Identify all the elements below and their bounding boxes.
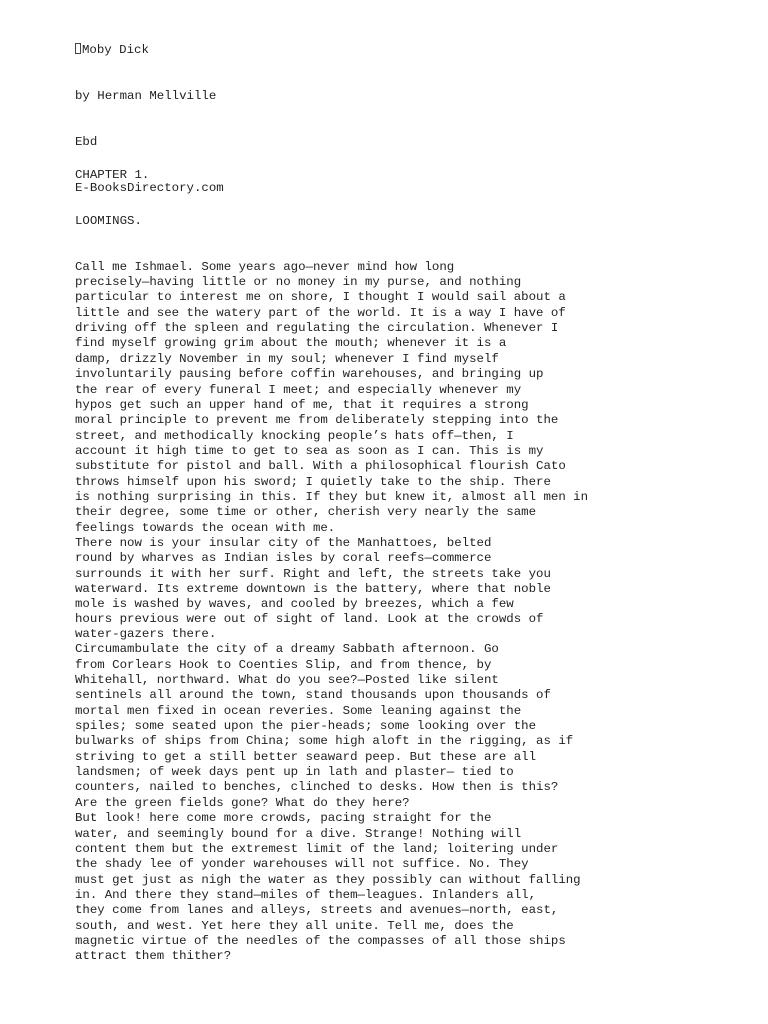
text-line: striving to get a still better seaward peep. But these are all xyxy=(75,749,537,764)
text-line: counters, nailed to benches, clinched to desks. How then is this? xyxy=(75,780,559,795)
text-line: landsmen; of week days pent up in lath and plaster— tied to xyxy=(75,765,514,780)
text-line: waterward. Its extreme downtown is the battery, where that noble xyxy=(75,581,551,596)
text-line: involuntarily pausing before coffin warehouses, and bringing up xyxy=(75,367,544,382)
text-line: Circumambulate the city of a dreamy Sabbath afternoon. Go xyxy=(75,642,499,657)
text-line: the rear of every funeral I meet; and especially whenever my xyxy=(75,382,522,397)
text-line: bulwarks of ships from China; some high aloft in the rigging, as if xyxy=(75,734,574,749)
text-line: magnetic virtue of the needles of the compasses of all those ships xyxy=(75,933,566,948)
text-line: from Corlears Hook to Coenties Slip, and from thence, by xyxy=(75,657,492,672)
text-line: Call me Ishmael. Some years ago—never mind how long xyxy=(75,259,455,274)
text-line: account it high time to get to sea as soon as I can. This is my xyxy=(75,443,544,458)
text-line: is nothing surprising in this. If they but knew it, almost all men in xyxy=(75,489,589,504)
text-line: in. And there they stand—miles of them—leagues. Inlanders all, xyxy=(75,887,537,902)
chapter-number: CHAPTER 1. xyxy=(75,167,150,182)
text-line: find myself growing grim about the mouth; whenever it is a xyxy=(75,336,507,351)
text-line: sentinels all around the town, stand thousands upon thousands of xyxy=(75,688,551,703)
text-line: must get just as nigh the water as they possibly can without falling xyxy=(75,872,581,887)
text-line: their degree, some time or other, cherish very nearly the same xyxy=(75,505,537,520)
text-line: round by wharves as Indian isles by coral reefs—commerce xyxy=(75,551,492,566)
chapter-title: LOOMINGS. xyxy=(75,213,142,228)
text-line: But look! here come more crowds, pacing straight for the xyxy=(75,811,492,826)
chapter-body-page2 xyxy=(75,581,581,995)
author-line: by Herman Mellville xyxy=(75,88,217,103)
text-line: water-gazers there. xyxy=(75,627,217,642)
text-line: street, and methodically knocking people’s hats off—then, I xyxy=(75,428,514,443)
text-line: hours previous were out of sight of land. Look at the crowds of xyxy=(75,611,544,626)
text-line: south, and west. Yet here they all unite. Tell me, does the xyxy=(75,918,514,933)
missing-glyph-icon xyxy=(75,43,81,54)
text-line: the shady lee of yonder warehouses will not suffice. No. They xyxy=(75,857,529,872)
text-line: There now is your insular city of the Manhattoes, belted xyxy=(75,535,492,550)
text-line: mole is washed by waves, and cooled by breezes, which a few xyxy=(75,597,514,612)
text-line: attract them thither? xyxy=(75,949,232,964)
text-line: substitute for pistol and ball. With a philosophical flourish Cato xyxy=(75,459,566,474)
publisher-line: Ebd xyxy=(75,134,98,149)
chapter-body-page1 xyxy=(75,260,588,613)
text-line: particular to interest me on shore, I thought I would sail about a xyxy=(75,290,566,305)
text-line: throws himself upon his sword; I quietly take to the ship. There xyxy=(75,474,551,489)
chapter-body-page2-lines xyxy=(75,612,581,965)
text-line: damp, drizzly November in my soul; whenever I find myself xyxy=(75,351,499,366)
text-line: moral principle to prevent me from deliberately stepping into the xyxy=(75,413,559,428)
text-line: Are the green fields gone? What do they here? xyxy=(75,795,410,810)
text-line: they come from lanes and alleys, streets and avenues—north, east, xyxy=(75,903,559,918)
text-line: Whitehall, northward. What do you see?—Posted like silent xyxy=(75,673,499,688)
text-line: feelings towards the ocean with me. xyxy=(75,520,336,535)
text-line: content them but the extremest limit of the land; loitering under xyxy=(75,841,559,856)
text-line: spiles; some seated upon the pier-heads; some looking over the xyxy=(75,719,537,734)
text-line: hypos get such an upper hand of me, that it requires a strong xyxy=(75,397,529,412)
book-title-line xyxy=(75,43,224,58)
website-line: E-BooksDirectory.com xyxy=(75,180,224,195)
text-line: surrounds it with her surf. Right and left, the streets take you xyxy=(75,566,551,581)
text-line: precisely—having little or no money in my purse, and nothing xyxy=(75,275,522,290)
text-line: mortal men fixed in ocean reveries. Some leaning against the xyxy=(75,703,522,718)
chapter-section xyxy=(75,134,589,643)
text-line: little and see the watery part of the world. It is a way I have of xyxy=(75,305,566,320)
text-line: driving off the spleen and regulating the circulation. Whenever I xyxy=(75,321,559,336)
text-line: water, and seemingly bound for a dive. Strange! Nothing will xyxy=(75,826,522,841)
book-title: Moby Dick xyxy=(82,42,149,57)
